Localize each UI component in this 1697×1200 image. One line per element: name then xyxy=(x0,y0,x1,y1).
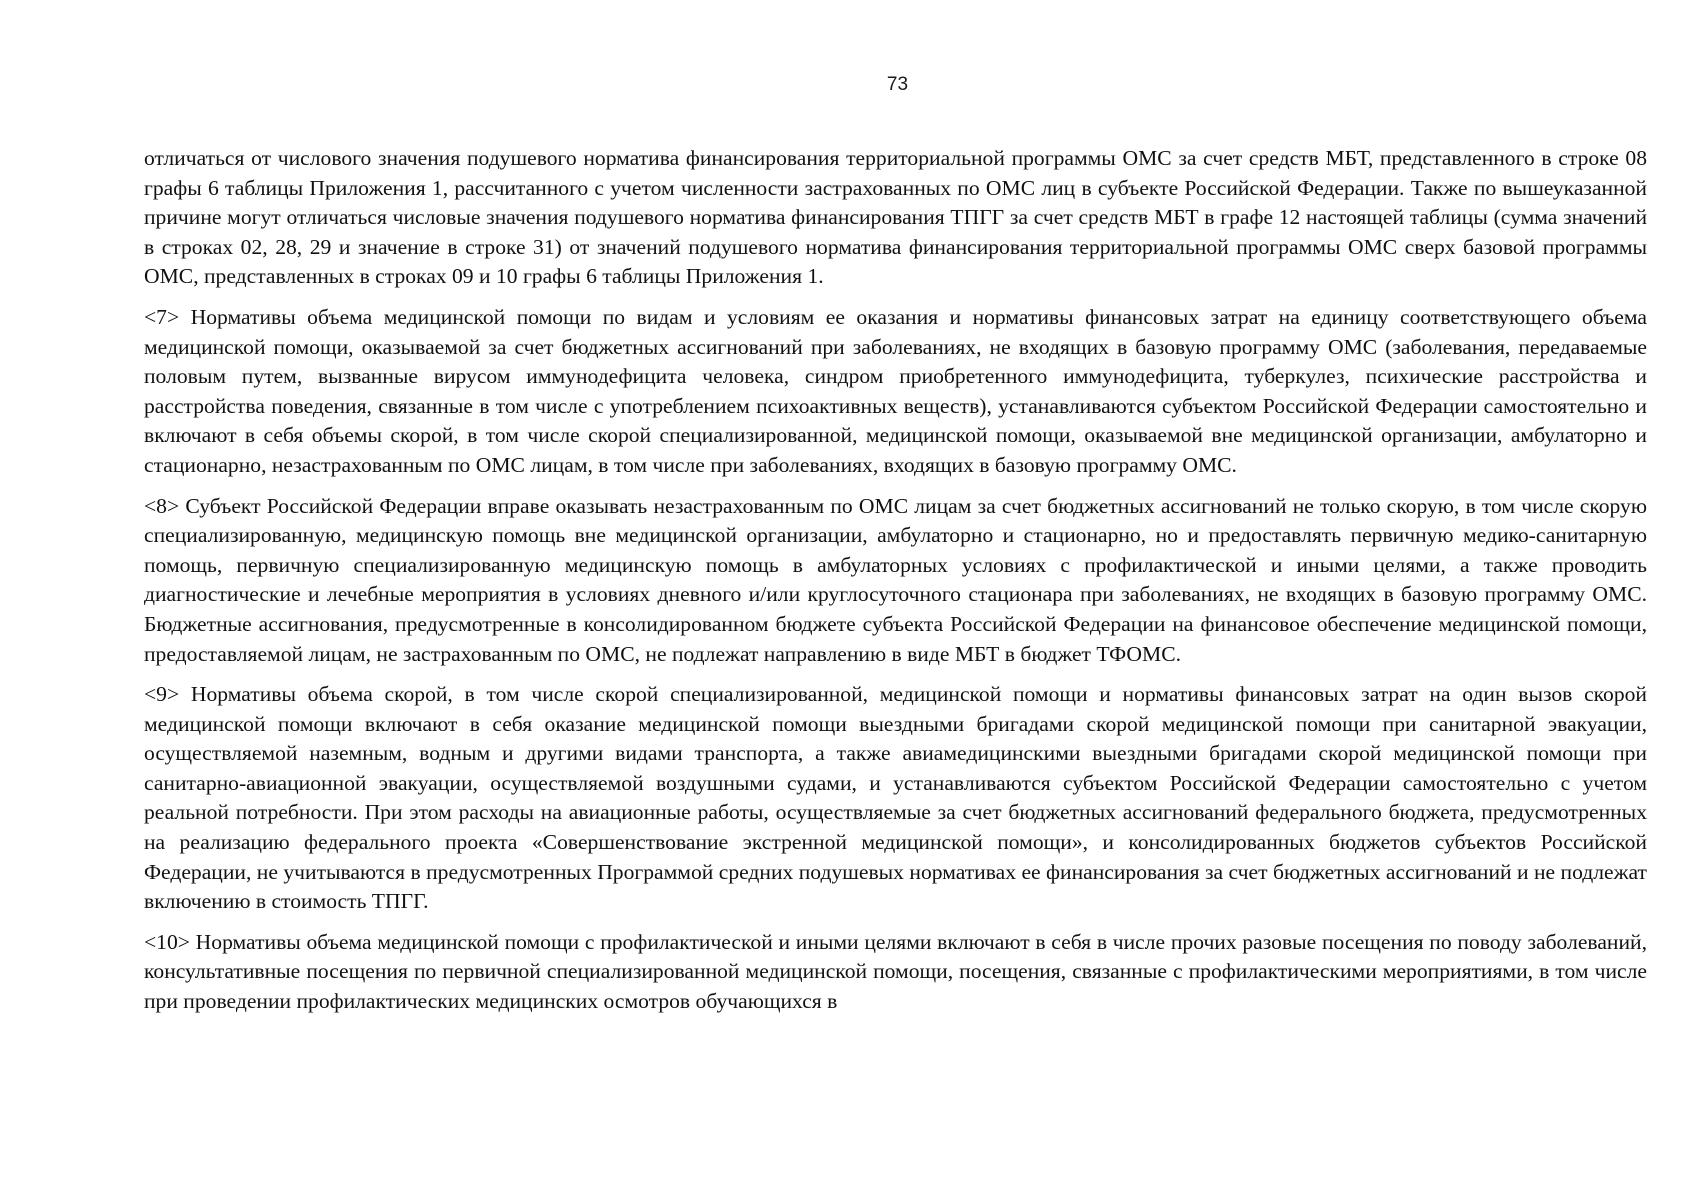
footnote-9: <9> Нормативы объема скорой, в том числе скорой специализированной, медицинской помощи и нормативы финансовых затрат на один вызов скорой медицинской помощи включают в себя оказание медицинской помощи выездными бригадами скорой медицинской помощи при санитарной эвакуации, осуществляемой наземным, водным и другими видами транспорта, а также авиамедицинскими выездными бригадами скорой медицинской помощи при санитарно-авиационной эвакуации, осуществляемой воздушными судами, и устанавливаются субъектом Российской Федерации самостоятельно с учетом реальной потребности. При этом расходы на авиационные работы, осуществляемые за счет бюджетных ассигнований федерального бюджета, предусмотренных на реализацию федерального проекта «Совершенствование экстренной медицинской помощи», и консолидированных бюджетов субъектов Российской Федерации, не учитываются в предусмотренных Программой средних подушевых нормативах ее финансирования за счет бюджетных ассигнований и не подлежат включению в стоимость ТПГГ. xyxy=(144,682,1647,914)
footnote-7: <7> Нормативы объема медицинской помощи по видам и условиям ее оказания и нормативы финансовых затрат на единицу соответствующего объема медицинской помощи, оказываемой за счет бюджетных ассигнований при заболеваниях, не входящих в базовую программу ОМС (заболевания, передаваемые половым путем, вызванные вирусом иммунодефицита человека, синдром приобретенного иммунодефицита, туберкулез, психические расстройства и расстройства поведения, связанные в том числе с употреблением психоактивных веществ), устанавливаются субъектом Российской Федерации самостоятельно и включают в себя объемы скорой, в том числе скорой специализированной, медицинской помощи, оказываемой вне медицинской организации, амбулаторно и стационарно, незастрахованным по ОМС лицам, в том числе при заболеваниях, входящих в базовую программу ОМС. xyxy=(144,304,1647,477)
footnote-10: <10> Нормативы объема медицинской помощи с профилактической и иными целями включают в себя в числе прочих разовые посещения по поводу заболеваний, консультативные посещения по первичной специализированной медицинской помощи, посещения, связанные с профилактическими мероприятиями, в том числе при проведении профилактических медицинских осмотров обучающихся в xyxy=(144,929,1647,1014)
paragraph-continuation: отличаться от числового значения подушевого норматива финансирования территориальной программы ОМС за счет средств МБТ, представленного в строке 08 графы 6 таблицы Приложения 1, рассчитанного с учетом численности застрахованных по ОМС лиц в субъекте Российской Федерации. Также по вышеуказанной причине могут отличаться числовые значения подушевого норматива финансирования ТПГГ за счет средств МБТ в графе 12 настоящей таблицы (сумма значений в строках 02, 28, 29 и значение в строке 31) от значений подушевого норматива финансирования территориальной программы ОМС сверх базовой программы ОМС, представленных в строках 09 и 10 графы 6 таблицы Приложения 1. xyxy=(144,146,1647,289)
footnote-8: <8> Субъект Российской Федерации вправе оказывать незастрахованным по ОМС лицам за счет бюджетных ассигнований не только скорую, в том числе скорую специализированную, медицинскую помощь вне медицинской организации, амбулаторно и стационарно, но и предоставлять первичную медико-санитарную помощь, первичную специализированную медицинскую помощь в амбулаторных условиях с профилактической и иными целями, а также проводить диагностические и лечебные мероприятия в условиях дневного и/или круглосуточного стационара при заболеваниях, не входящих в базовую программу ОМС. Бюджетные ассигнования, предусмотренные в консолидированном бюджете субъекта Российской Федерации на финансовое обеспечение медицинской помощи, предоставляемой лицам, не застрахованным по ОМС, не подлежат направлению в виде МБТ в бюджет ТФОМС. xyxy=(144,493,1647,666)
page-number: 73 xyxy=(886,74,909,95)
document-body xyxy=(144,144,1647,1028)
